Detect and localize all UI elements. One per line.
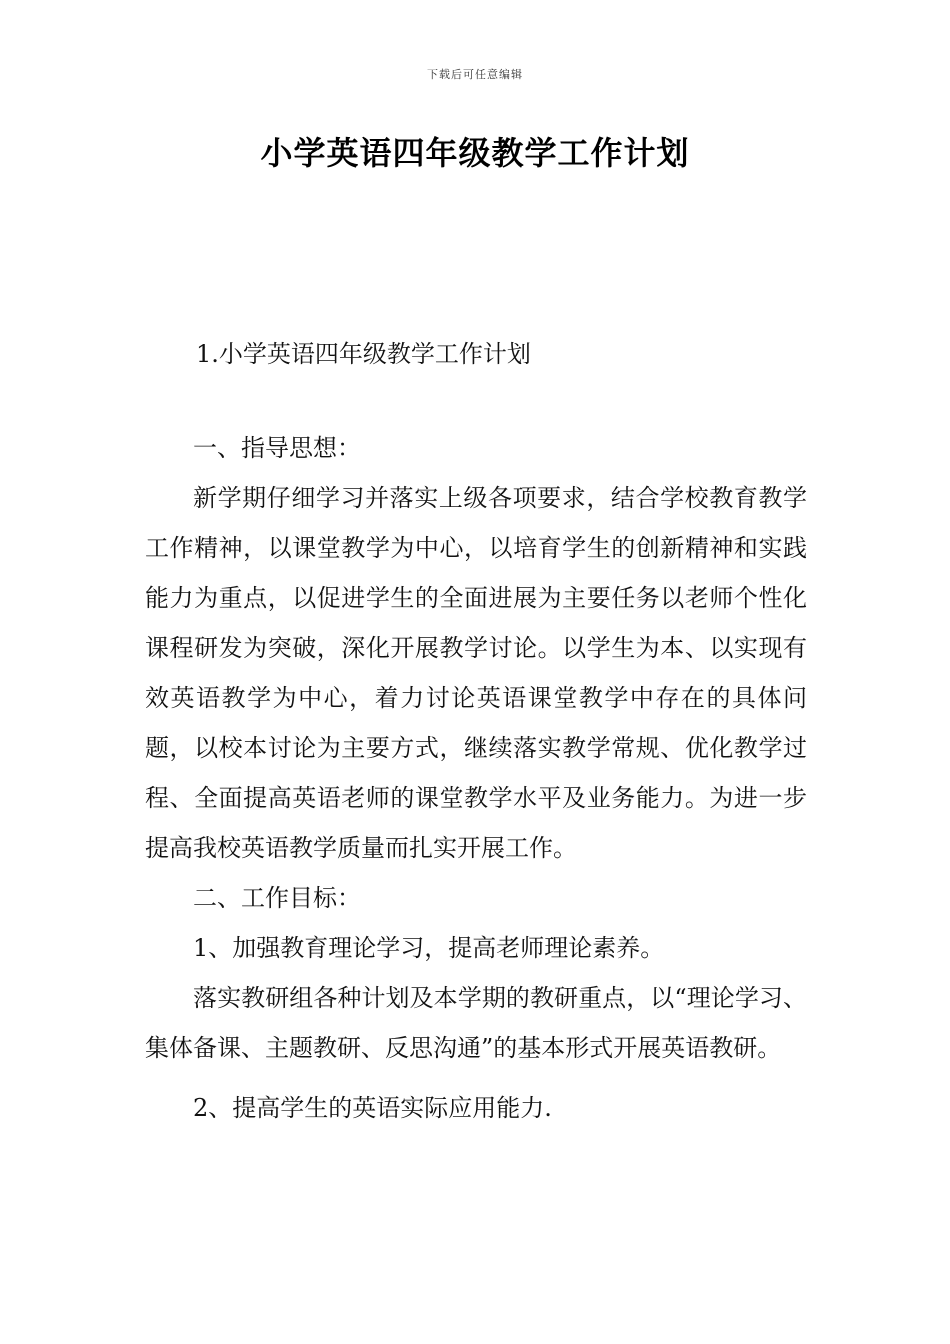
paragraph-guiding-thought: 新学期仔细学习并落实上级各项要求，结合学校教育教学工作精神，以课堂教学为中心，以培育学生的创新精神和实践能力为重点，以促进学生的全面进展为主要任务以老师个性化课程研发为突破，深化开展教学讨论。以学生为本、以实现有效英语教学为中心，着力讨论英语课堂教学中存在的具体问题，以校本讨论为主要方式，继续落实教学常规、优化教学过程、全面提高英语老师的课堂教学水平及业务能力。为进一步提高我校英语教学质量而扎实开展工作。 bbox=[145, 484, 807, 862]
heading-work-goals: 二、工作目标： bbox=[193, 884, 361, 912]
document-title: 小学英语四年级教学工作计划 bbox=[260, 134, 690, 172]
paragraph-research-plan: 落实教研组各种计划及本学期的教研重点，以“理论学习、集体备课、主题教研、反思沟通”的基本形式开展英语教研。 bbox=[145, 984, 807, 1062]
document-body bbox=[145, 423, 807, 1133]
goal-item-1: 1、加强教育理论学习，提高老师理论素养。 bbox=[193, 934, 665, 962]
heading-guiding-thought: 一、指导思想： bbox=[193, 434, 361, 462]
header-note: 下载后可任意编辑 bbox=[427, 68, 523, 81]
section-subtitle: 1.小学英语四年级教学工作计划 bbox=[196, 340, 531, 368]
goal-item-2: 2、提高学生的英语实际应用能力. bbox=[193, 1094, 552, 1122]
